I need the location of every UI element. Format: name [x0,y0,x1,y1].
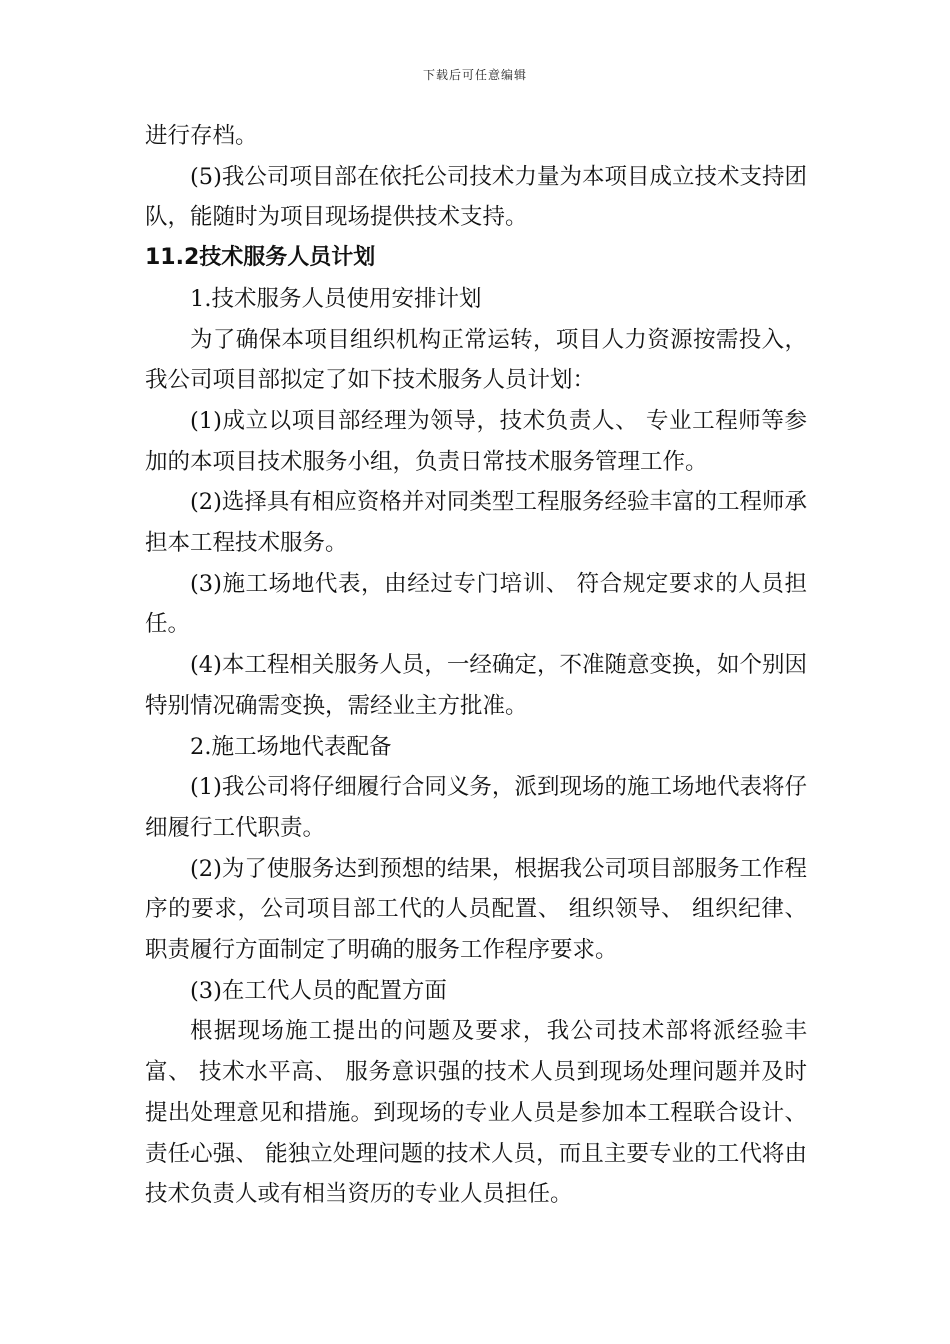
paragraph-item-2: (2)选择具有相应资格并对同类型工程服务经验丰富的工程师承担本工程技术服务。 [145,489,807,557]
paragraph-final: 根据现场施工提出的问题及要求，我公司技术部将派经验丰富、 技术水平高、 服务意识强的技术人员到现场处理问题并及时提出处理意见和措施。到现场的专业人员是参加本工程联合设计、 责任心强、 能独立处理问题的技术人员，而且主要专业的工代将由技术负责人或有相当资历的专业人员担任。 [145,1018,807,1208]
page-header: 下载后可任意编辑 [422,68,527,82]
paragraph-intro: 为了确保本项目组织机构正常运转，项目人力资源按需投入，我公司项目部拟定了如下技术服务人员计划： [145,326,807,394]
document-body [145,116,807,1215]
paragraph-item-4: (4)本工程相关服务人员，一经确定，不准随意变换，如个别因特别情况确需变换，需经业主方批准。 [145,652,807,719]
paragraph-item-3: (3)施工场地代表，由经过专门培训、 符合规定要求的人员担任。 [145,570,807,638]
subsection-title-1: 1.技术服务人员使用安排计划 [190,285,482,312]
paragraph-continuation: 进行存档。 [145,123,258,149]
paragraph-rep-3: (3)在工代人员的配置方面 [190,977,447,1004]
paragraph-item-5: (5)我公司项目部在依托公司技术力量为本项目成立技术支持团队，能随时为项目现场提供技术支持。 [145,163,807,231]
paragraph-rep-1: (1)我公司将仔细履行合同义务，派到现场的施工场地代表将仔细履行工代职责。 [145,774,807,841]
paragraph-item-1: (1)成立以项目部经理为领导，技术负责人、 专业工程师等参加的本项目技术服务小组，负责日常技术服务管理工作。 [145,407,807,475]
section-heading: 11.2技术服务人员计划 [145,245,376,271]
paragraph-rep-2: (2)为了使服务达到预想的结果，根据我公司项目部服务工作程序的要求，公司项目部工代的人员配置、 组织领导、 组织纪律、 职责履行方面制定了明确的服务工作程序要求。 [145,855,807,964]
subsection-title-2: 2.施工场地代表配备 [190,733,392,760]
